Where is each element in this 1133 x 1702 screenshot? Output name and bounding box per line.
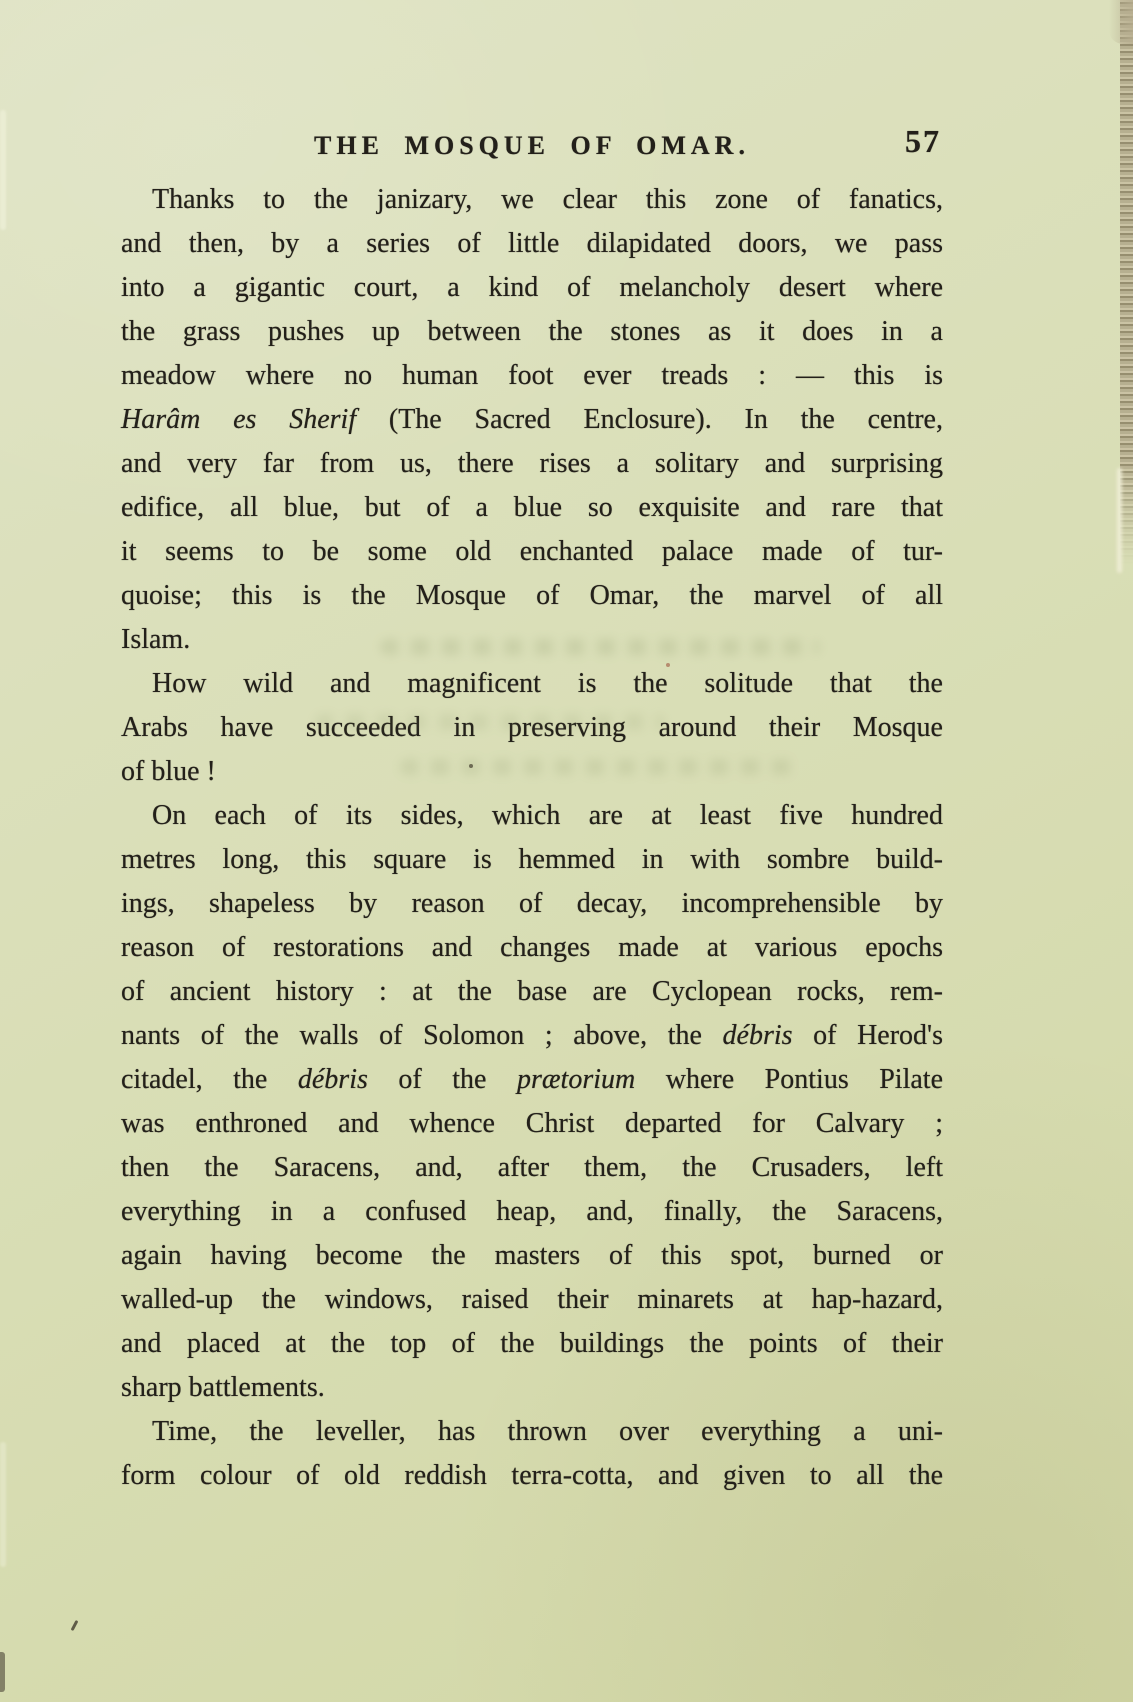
text-segment: How wild and magnificent is the solitude that the xyxy=(152,668,943,699)
text-line xyxy=(121,178,943,222)
text-line xyxy=(121,1234,943,1278)
show-through-text xyxy=(400,759,795,775)
text-line xyxy=(121,882,943,926)
text-segment: Islam. xyxy=(121,624,191,655)
text-line xyxy=(121,530,943,574)
text-segment: was enthroned and whence Christ departed for Calvary ; xyxy=(121,1108,943,1139)
text-segment: reason of restorations and changes made at various epochs xyxy=(121,932,943,963)
text-segment: meadow where no human foot ever treads : — this is xyxy=(121,360,943,391)
text-segment: metres long, this square is hemmed in with sombre build- xyxy=(121,844,943,875)
text-line xyxy=(121,1454,943,1498)
text-segment: walled-up the windows, raised their minarets at hap-hazard, xyxy=(121,1284,943,1315)
page-number: 57 xyxy=(905,123,941,159)
text-segment: (The Sacred Enclosure). In the centre, xyxy=(388,404,943,435)
text-line xyxy=(121,266,943,310)
text-segment: and then, by a series of little dilapidated doors, we pass xyxy=(121,228,943,259)
text-segment: Thanks to the janizary, we clear this zone of fanatics, xyxy=(152,184,943,215)
book-fore-edge-corner xyxy=(1109,0,1133,44)
paper-dot-red xyxy=(666,663,670,667)
text-line xyxy=(121,486,943,530)
text-line xyxy=(121,662,943,706)
text-line xyxy=(121,398,943,442)
text-block xyxy=(121,178,943,1498)
page-edge-highlight xyxy=(1117,468,1122,573)
italic-text-segment: débris xyxy=(297,1064,368,1095)
text-line xyxy=(121,1058,943,1102)
text-segment: nants of the walls of Solomon ; above, the xyxy=(121,1020,723,1051)
italic-text-segment: Harâm es Sherif xyxy=(121,404,389,435)
ink-speck xyxy=(71,1620,79,1631)
text-segment: the grass pushes up between the stones as it does in a xyxy=(121,316,943,347)
running-header xyxy=(121,123,943,171)
italic-text-segment: prætorium xyxy=(516,1064,636,1095)
text-segment: of ancient history : at the base are Cyclopean rocks, rem- xyxy=(121,976,943,1007)
text-line xyxy=(121,354,943,398)
italic-text-segment: débris xyxy=(722,1020,793,1051)
text-segment: sharp battlements. xyxy=(121,1372,325,1403)
text-segment: ings, shapeless by reason of decay, incomprehensible by xyxy=(121,888,943,919)
text-segment: On each of its sides, which are at least five hundred xyxy=(152,800,943,831)
text-segment: again having become the masters of this spot, burned or xyxy=(121,1240,943,1271)
text-segment: Time, the leveller, has thrown over everything a uni- xyxy=(152,1416,943,1447)
text-line xyxy=(121,442,943,486)
text-segment: edifice, all blue, but of a blue so exquisite and rare that xyxy=(121,492,943,523)
left-edge-streak-top xyxy=(0,110,6,230)
text-line xyxy=(121,1190,943,1234)
text-line xyxy=(121,926,943,970)
text-line xyxy=(121,1146,943,1190)
text-line xyxy=(121,1410,943,1454)
text-segment: of the xyxy=(367,1064,517,1095)
text-line xyxy=(121,310,943,354)
text-segment: then the Saracens, and, after them, the Crusaders, left xyxy=(121,1152,943,1183)
text-segment: quoise; this is the Mosque of Omar, the marvel of all xyxy=(121,580,943,611)
text-segment: Arabs have succeeded in preserving around their Mosque xyxy=(121,712,943,743)
text-segment: and very far from us, there rises a solitary and surprising xyxy=(121,448,943,479)
text-line xyxy=(121,1278,943,1322)
paper-dot-dark xyxy=(469,764,473,768)
text-segment: it seems to be some old enchanted palace made of tur- xyxy=(121,536,943,567)
left-edge-streak-bottom xyxy=(0,1442,6,1567)
text-line xyxy=(121,1102,943,1146)
text-line xyxy=(121,1322,943,1366)
text-line xyxy=(121,1014,943,1058)
text-segment: everything in a confused heap, and, finally, the Saracens, xyxy=(121,1196,943,1227)
text-segment: citadel, the xyxy=(121,1064,298,1095)
show-through-text xyxy=(380,639,820,655)
text-line xyxy=(121,970,943,1014)
text-line xyxy=(121,574,943,618)
text-line xyxy=(121,838,943,882)
text-segment: into a gigantic court, a kind of melancholy desert where xyxy=(121,272,943,303)
show-through-text xyxy=(315,714,665,730)
text-line xyxy=(121,1366,943,1410)
left-edge-notch xyxy=(0,1652,5,1692)
page-title: THE MOSQUE OF OMAR. xyxy=(314,131,750,160)
text-segment: of Herod's xyxy=(792,1020,943,1051)
text-segment: and placed at the top of the buildings the points of their xyxy=(121,1328,943,1359)
text-segment: where Pontius Pilate xyxy=(635,1064,943,1095)
text-line xyxy=(121,222,943,266)
text-segment: of blue ! xyxy=(121,756,216,787)
text-segment: form colour of old reddish terra-cotta, and given to all the xyxy=(121,1460,943,1491)
text-line xyxy=(121,794,943,838)
